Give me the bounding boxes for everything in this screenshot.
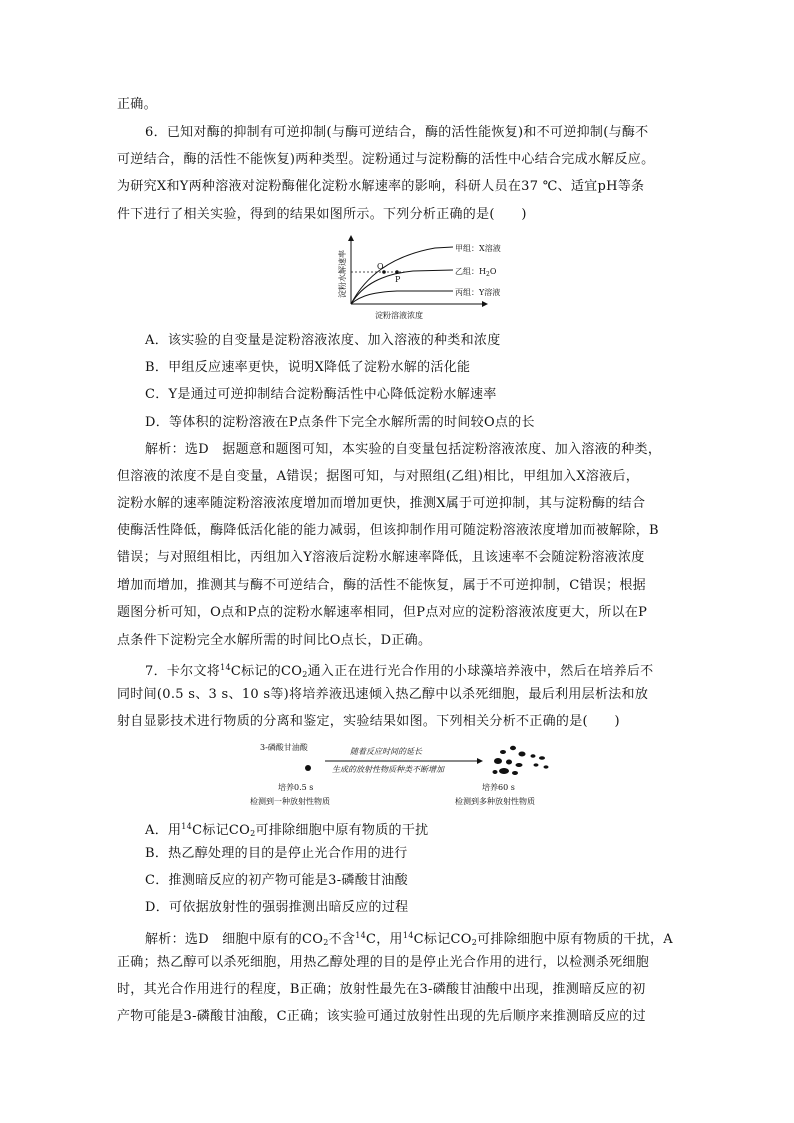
option-c: C．推测暗反应的初产物可能是3-磷酸甘油酸 (145, 873, 408, 888)
explanation-line: 点条件下淀粉完全水解所需的时间比O点长，D正确。 (117, 633, 432, 648)
f1-text-e: 可排除细胞中原有物质的干扰，A (477, 932, 673, 947)
option-a: A．该实验的自变量是淀粉溶液浓度、加入溶液的种类和浓度 (145, 333, 501, 348)
spot (499, 768, 509, 774)
left-result-label: 检测到一种放射性物质 (250, 797, 330, 806)
question-6-stem-line: 6．已知对酶的抑制有可逆抑制(与酶可逆结合，酶的活性能恢复)和不可逆抑制(与酶不 (145, 125, 649, 140)
f1-text-c: C，用 (366, 932, 403, 947)
spot (500, 750, 506, 754)
explanation-line: 正确；热乙醇可以杀死细胞，用热乙醇处理的目的是停止光合作用的进行，以检测杀死细胞 (117, 955, 650, 970)
question-6-stem-line: 件下进行了相关实验，得到的结果如图所示。下列分析正确的是( ) (117, 207, 527, 222)
explanation-line: 时，其光合作用进行的程度，B正确；放射性最先在3-磷酸甘油酸中出现，推测暗反应的初 (117, 982, 646, 997)
curve-bing (351, 291, 453, 304)
f1-sub2: 2 (471, 938, 478, 947)
rate-graph (335, 232, 501, 324)
q7a-text-b: C标记CO (192, 823, 251, 838)
explanation-line: 解析：选D 据题意和题图可知，本实验的自变量包括淀粉溶液浓度、加入溶液的种类， (145, 442, 662, 457)
left-time-label: 培养0.5 s (278, 783, 314, 792)
explanation-line: 题图分析可知，O点和P点的淀粉水解速率相同，但P点对应的淀粉溶液浓度更大，所以在P (117, 605, 648, 620)
curve-yi-label-sub: 2 (485, 271, 490, 278)
explanation-line: 使酶活性降低，酶降低活化能的能力减弱，但该抑制作用可随淀粉溶液浓度增加而被解除，B (117, 523, 659, 538)
multiple-spots (493, 746, 549, 775)
point-o-label: O (377, 262, 384, 271)
curve-yi (351, 270, 453, 304)
curve-jia-label: 甲组：X溶液 (455, 244, 501, 253)
curve-yi-label-a: 乙组：H (455, 267, 486, 276)
arrow-top-label: 随着反应时间的延长 (350, 747, 422, 756)
f1-text-d: C标记CO (413, 932, 472, 947)
q7-text-a: 7．卡尔文将 (145, 664, 221, 679)
right-result-label: 检测到多种放射性物质 (455, 797, 535, 806)
spot (516, 763, 523, 767)
spot (493, 770, 498, 774)
explanation-line: 错误；与对照组相比，丙组加入Y溶液后淀粉水解速率降低，且该速率不会随淀粉溶液浓度 (117, 550, 645, 565)
q7-text-b: C标记的CO (230, 664, 303, 679)
question-7-stem-line: 同时间(0.5 s、3 s、10 s等)将培养液迅速倾入热乙醇中以杀死细胞，最后利用层析法和放 (117, 687, 649, 702)
q7a-sub: 2 (250, 829, 256, 838)
chromatography-diagram (250, 740, 580, 812)
arrow-bottom-label: 生成的放射性物质种类不断增加 (332, 765, 444, 774)
option-a (145, 817, 428, 844)
spot (510, 746, 516, 750)
question-6-stem-line: 可逆结合，酶的活性不能恢复)两种类型。淀粉通过与淀粉酶的活性中心结合完成水解反应。 (117, 152, 655, 167)
explanation-line (145, 926, 673, 953)
q7-sub: 2 (302, 670, 308, 679)
left-compound-label: 3-磷酸甘油酸 (260, 743, 308, 752)
spot (531, 754, 536, 758)
option-d: D．可依据放射性的强弱推测出暗反应的过程 (145, 900, 409, 915)
question-6-stem-line: 为研究X和Y两种溶液对淀粉酶催化淀粉水解速率的影响，科研人员在37 ℃、适宜pH等条 (117, 179, 645, 194)
f1-text-b: 不含 (328, 932, 356, 947)
q7-sup: 14 (220, 663, 231, 672)
option-d: D．等体积的淀粉溶液在P点条件下完全水解所需的时间较O点的长 (145, 415, 535, 430)
f1-text-a: 解析：选D 细胞中原有的CO (145, 932, 324, 947)
explanation-line: 产物可能是3-磷酸甘油酸，C正确；该实验可通过放射性出现的先后顺序来推测暗反应的过 (117, 1009, 646, 1024)
y-axis-label-text: 淀粉水解速率 (338, 250, 347, 298)
right-time-label: 培养60 s (482, 783, 515, 792)
spot (506, 760, 512, 765)
curve-yi-label-b: O (489, 267, 497, 276)
explanation-line: 淀粉水解的速率随淀粉溶液浓度增加而增加更快，推测X属于可逆抑制，其与淀粉酶的结合 (117, 496, 646, 511)
curve-yi-label (455, 267, 497, 278)
y-axis-label (337, 250, 347, 298)
f1-sup2: 14 (402, 931, 414, 940)
q7a-text-a: A．用 (145, 823, 182, 838)
q7a-text-c: 可排除细胞中原有物质的干扰 (255, 823, 429, 838)
option-b: B．热乙醇处理的目的是停止光合作用的进行 (145, 846, 408, 861)
option-c: C．Y是通过可逆抑制结合淀粉酶活性中心降低淀粉水解速率 (145, 387, 497, 402)
curve-bing-label: 丙组：Y溶液 (455, 288, 501, 297)
explanation-line: 增加而增加，推测其与酶不可逆结合，酶的活性不能恢复，属于不可逆抑制，C错误；根据 (117, 578, 646, 593)
point-p-label: P (395, 275, 401, 284)
point-p-marker (395, 270, 399, 274)
spot (512, 771, 518, 775)
x-axis-label: 淀粉溶液浓度 (375, 311, 423, 320)
explanation-line: 但溶液的浓度不是自变量，A错误；据图可知，与对照组(乙组)相比，甲组加入X溶液后， (117, 469, 640, 484)
option-b: B．甲组反应速率更快，说明X降低了淀粉水解的活化能 (145, 360, 471, 375)
f1-sup1: 14 (355, 931, 367, 940)
q7a-sup: 14 (181, 822, 193, 831)
question-7-stem-line (145, 658, 653, 685)
spot (519, 752, 526, 757)
f1-sub1: 2 (323, 938, 329, 947)
spot (494, 758, 502, 764)
spot (539, 756, 545, 760)
single-spot (305, 765, 311, 771)
spot (544, 765, 549, 768)
spot (534, 763, 539, 766)
question-7-stem-line: 射自显影技术进行物质的分离和鉴定，实验结果如图。下列相关分析不正确的是( ) (117, 714, 620, 729)
q7-text-c: 通入正在进行光合作用的小球藻培养液中，然后在培养后不 (307, 664, 654, 679)
text-line: 正确。 (117, 97, 157, 112)
